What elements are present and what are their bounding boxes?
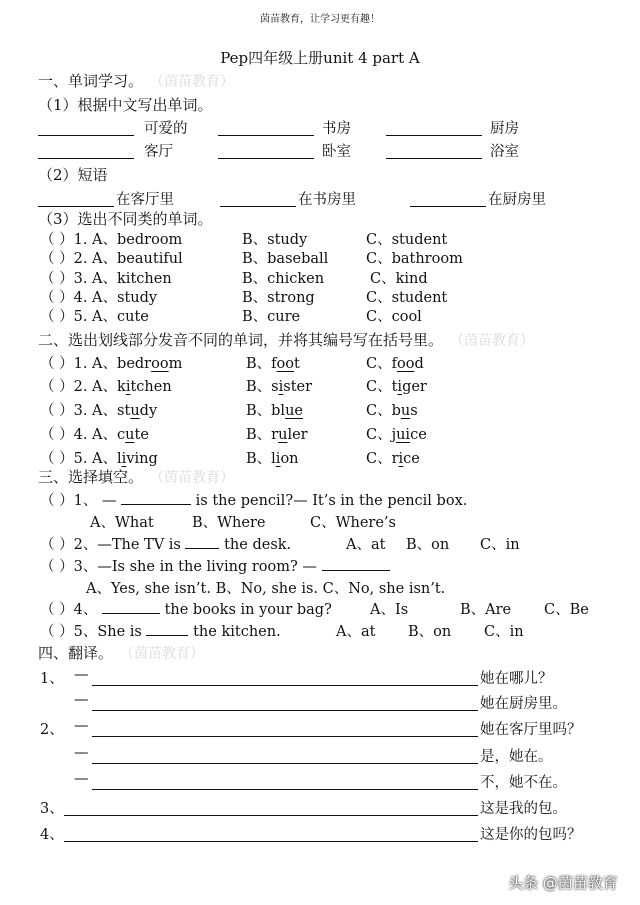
choice-a: （ ）3. A、kitchen: [40, 271, 172, 287]
underlined-letters: i: [121, 451, 127, 467]
dialogue-dash: —: [74, 771, 89, 787]
section-1-heading: 一、单词学习。 （茵苗教育）: [38, 72, 235, 90]
answer-line[interactable]: [218, 135, 314, 136]
section-4-heading: 四、翻译。 （茵苗教育）: [38, 644, 205, 662]
underlined-letters: oo: [151, 356, 169, 372]
word-part: ster: [283, 379, 313, 395]
page-header: 茵苗教育，让学习更有趣！: [260, 14, 380, 25]
choice-c: [366, 447, 420, 468]
answer-blank[interactable]: [322, 556, 390, 571]
translation-line[interactable]: [92, 685, 478, 686]
underlined-letters: i: [397, 379, 403, 395]
footer-watermark: 头条 @茵苗教育: [508, 874, 618, 892]
underlined-letters: i: [275, 451, 281, 467]
answer-line[interactable]: [38, 206, 114, 207]
underlined-letters: u: [400, 403, 411, 419]
answer-blank[interactable]: [102, 599, 160, 614]
word-part: C、r: [366, 451, 399, 467]
question-4: （ ）4、 the books in your bag?: [40, 598, 332, 619]
chinese-sentence: 不，她不在。: [480, 775, 567, 791]
watermark: （茵苗教育）: [157, 470, 235, 486]
q4-option-c: C、Be: [544, 602, 589, 618]
dialogue-dash: —: [74, 667, 89, 683]
choice-a: [40, 375, 172, 396]
underlined-letters: u: [278, 427, 288, 443]
choice-c: C、student: [366, 232, 448, 248]
word-part: s: [410, 403, 418, 419]
answer-blank[interactable]: [121, 490, 191, 505]
dialogue-dash: —: [74, 692, 89, 708]
choice-a: （ ）2. A、beautiful: [40, 251, 183, 267]
question-1: （ ）1、 — is the pencil?— It’s in the pencil box.: [40, 489, 467, 510]
q2-option-b: B、on: [406, 537, 450, 553]
word-part: B、f: [246, 356, 277, 372]
word-part: B、r: [246, 427, 279, 443]
q5-option-a: A、at: [336, 624, 376, 640]
question-2: （ ）2、—The TV is the desk.: [40, 533, 291, 554]
translation-line[interactable]: [64, 841, 478, 842]
chinese-sentence: 这是你的包吗？: [480, 827, 582, 843]
underlined-letters: i: [278, 379, 284, 395]
word-part: st: [117, 403, 131, 419]
answer-line[interactable]: [218, 158, 314, 159]
word-part: ler: [287, 427, 308, 443]
choice-b: B、baseball: [242, 251, 329, 267]
answer-line[interactable]: [386, 158, 482, 159]
chinese-sentence: 这是我的包。: [480, 801, 567, 817]
dialogue-dash: —: [74, 718, 89, 734]
word-cue: 书房: [322, 121, 351, 137]
word-part: B、s: [246, 379, 279, 395]
item-number: 3、: [40, 801, 64, 817]
word-part: C、t: [366, 379, 398, 395]
choice-b: B、strong: [242, 290, 315, 306]
section-2-heading: 二、选出划线部分发音不同的单词，并将其编号写在括号里。 （茵苗教育）: [38, 331, 535, 349]
phrase-cue: 在客厅里: [116, 192, 174, 208]
word-part: d: [414, 356, 424, 372]
q5-option-c: C、in: [484, 624, 524, 640]
choice-c: [366, 375, 427, 396]
translation-line[interactable]: [92, 710, 478, 711]
q1-option-b: B、Where: [192, 515, 266, 531]
choice-b: B、study: [242, 232, 308, 248]
underlined-letters: i: [398, 451, 404, 467]
section-1-part-1: （1）根据中文写出单词。: [38, 96, 213, 114]
word-part: ger: [402, 379, 427, 395]
choice-c: [366, 423, 427, 444]
word-part: on: [280, 451, 299, 467]
answer-line[interactable]: [386, 135, 482, 136]
word-part: （ ）1. A、: [40, 356, 118, 372]
choice-b: [246, 447, 299, 468]
answer-blank[interactable]: [185, 534, 219, 549]
question-5: （ ）5、She is the kitchen.: [40, 620, 281, 641]
q1-option-c: C、Where’s: [310, 515, 396, 531]
word-part: ving: [126, 451, 158, 467]
item-number: 2、: [40, 722, 64, 738]
phrase-cue: 在厨房里: [488, 192, 546, 208]
chinese-sentence: 她在哪儿？: [480, 671, 553, 687]
watermark: （茵苗教育）: [157, 74, 235, 90]
translation-line[interactable]: [64, 815, 478, 816]
translation-line[interactable]: [92, 789, 478, 790]
word-part: te: [134, 427, 149, 443]
choice-b: [246, 423, 308, 444]
answer-blank[interactable]: [146, 621, 188, 636]
choice-a: [40, 352, 182, 373]
word-cue: 浴室: [490, 144, 519, 160]
word-part: dy: [139, 403, 158, 419]
word-part: tchen: [130, 379, 172, 395]
choice-a: [40, 447, 158, 468]
choice-a: （ ）1. A、bedroom: [40, 232, 183, 248]
choice-b: [246, 352, 300, 373]
item-number: 1、: [40, 671, 64, 687]
chinese-sentence: 她在客厅里吗？: [480, 722, 582, 738]
word-cue: 客厅: [144, 144, 173, 160]
section-1-part-2: （2）短语: [38, 166, 108, 184]
underlined-letters: u: [130, 403, 140, 419]
dialogue-dash: —: [74, 745, 89, 761]
q2-option-c: C、in: [480, 537, 520, 553]
word-part: l: [117, 451, 122, 467]
word-part: bedr: [117, 356, 152, 372]
choice-b: [246, 375, 312, 396]
word-part: ce: [403, 451, 420, 467]
word-part: C、b: [366, 403, 401, 419]
underlined-letters: oo: [396, 356, 415, 372]
word-part: （ ）2. A、: [40, 379, 118, 395]
answer-line[interactable]: [38, 135, 134, 136]
choice-a: [40, 423, 149, 444]
underlined-letters: ui: [396, 427, 411, 443]
underlined-letters: ue: [285, 403, 303, 419]
word-part: B、l: [246, 451, 276, 467]
choice-a: （ ）4. A、study: [40, 290, 158, 306]
choice-b: B、cure: [242, 309, 301, 325]
underlined-letters: u: [125, 427, 135, 443]
q4-option-a: A、Is: [370, 602, 409, 618]
page-title: Pep四年级上册unit 4 part A: [220, 49, 420, 67]
word-part: C、f: [366, 356, 397, 372]
item-number: 4、: [40, 827, 64, 843]
chinese-sentence: 她在厨房里。: [480, 696, 567, 712]
choice-c: C、student: [366, 290, 448, 306]
choice-a: [40, 399, 157, 420]
section-1-part-3: （3）选出不同类的单词。: [38, 210, 213, 228]
watermark: （茵苗教育）: [457, 333, 535, 349]
translation-line[interactable]: [92, 763, 478, 764]
choice-c: C、kind: [370, 271, 428, 287]
word-part: m: [168, 356, 183, 372]
choice-b: [246, 399, 303, 420]
word-cue: 卧室: [322, 144, 351, 160]
choice-a: （ ）5. A、cute: [40, 309, 149, 325]
section-3-heading: 三、选择填空。 （茵苗教育）: [38, 468, 235, 486]
word-part: ce: [410, 427, 427, 443]
chinese-sentence: 是，她在。: [480, 749, 553, 765]
answer-line[interactable]: [410, 206, 486, 207]
choice-c: [366, 399, 418, 420]
translation-line[interactable]: [92, 736, 478, 737]
word-part: c: [117, 427, 126, 443]
word-part: （ ）5. A、: [40, 451, 118, 467]
q2-option-a: A、at: [346, 537, 386, 553]
choice-c: C、bathroom: [366, 251, 463, 267]
choice-c: [366, 352, 424, 373]
word-part: （ ）3. A、: [40, 403, 118, 419]
word-cue: 可爱的: [144, 121, 188, 137]
phrase-cue: 在书房里: [298, 192, 356, 208]
word-part: t: [294, 356, 300, 372]
underlined-letters: i: [125, 379, 131, 395]
choice-c: C、cool: [366, 309, 422, 325]
q3-options: A、Yes, she isn’t. B、No, she is. C、No, she isn’t.: [86, 581, 446, 597]
word-part: B、bl: [246, 403, 286, 419]
word-part: （ ）4. A、: [40, 427, 118, 443]
word-cue: 厨房: [490, 121, 519, 137]
answer-line[interactable]: [220, 206, 296, 207]
word-part: k: [117, 379, 126, 395]
q5-option-b: B、on: [408, 624, 452, 640]
answer-line[interactable]: [38, 158, 134, 159]
choice-b: B、chicken: [242, 271, 325, 287]
word-part: C、j: [366, 427, 397, 443]
question-3: （ ）3、—Is she in the living room? —: [40, 555, 390, 576]
watermark: （茵苗教育）: [127, 646, 205, 662]
q1-option-a: A、What: [90, 515, 154, 531]
q4-option-b: B、Are: [460, 602, 512, 618]
underlined-letters: oo: [276, 356, 294, 372]
